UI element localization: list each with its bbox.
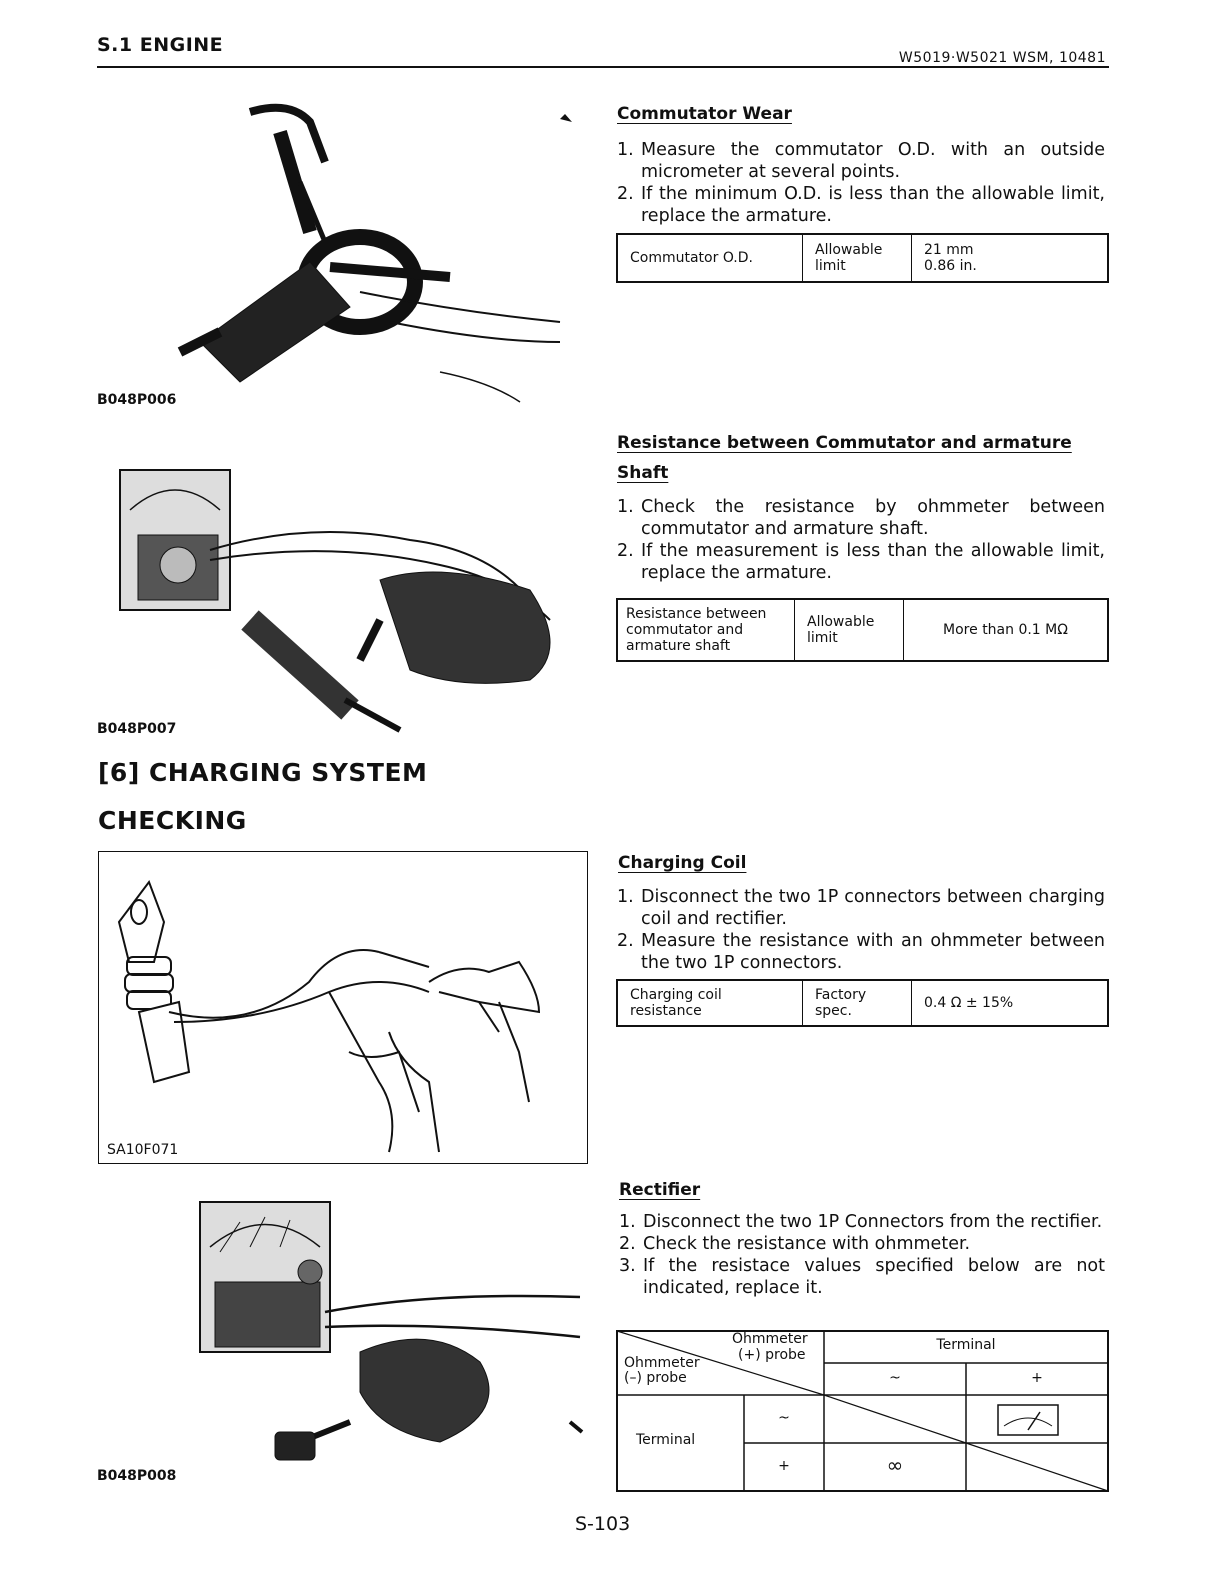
column-minus: ~ bbox=[889, 1370, 901, 1386]
chapter-title: [6] CHARGING SYSTEM bbox=[98, 758, 428, 787]
row-plus: + bbox=[778, 1458, 790, 1474]
spec-item: Commutator O.D. bbox=[617, 234, 803, 282]
resistance-steps bbox=[617, 496, 1105, 584]
infinity-value: ∞ bbox=[886, 1453, 904, 1477]
figure-caption: SA10F071 bbox=[107, 1142, 179, 1158]
spec-item: Resistance between commutator and armature shaft bbox=[617, 599, 795, 661]
column-header-terminal: Terminal bbox=[936, 1337, 996, 1353]
micrometer-photo bbox=[160, 92, 580, 412]
column-plus: + bbox=[1031, 1370, 1043, 1386]
spec-value: 0.4 Ω ± 15% bbox=[912, 980, 1109, 1026]
ohmmeter-rectifier-photo bbox=[180, 1192, 590, 1492]
spec-type: Allowable limit bbox=[795, 599, 904, 661]
page-number: S-103 bbox=[575, 1513, 631, 1535]
ohmmeter-icon bbox=[998, 1405, 1058, 1435]
list-item: 2. Check the resistance with ohmmeter. bbox=[619, 1234, 971, 1254]
corner-left-label: Ohmmeter bbox=[624, 1355, 700, 1371]
charging-coil-spec-table bbox=[616, 979, 1109, 1027]
list-item: 2. If the minimum O.D. is less than the allowable limit, replace the armature. bbox=[617, 184, 1105, 226]
ohmmeter-armature-photo bbox=[110, 440, 590, 740]
charging-coil-illustration bbox=[99, 852, 587, 1163]
resistance-spec-table bbox=[616, 598, 1109, 662]
commutator-spec-table bbox=[616, 233, 1109, 283]
charging-coil-steps bbox=[617, 886, 1105, 974]
list-item: 3. If the resistace values specified below are not indicated, replace it. bbox=[619, 1256, 1105, 1298]
commutator-wear-title: Commutator Wear bbox=[617, 104, 792, 124]
figure-caption: B048P006 bbox=[97, 392, 177, 408]
spec-type: Factory spec. bbox=[803, 980, 912, 1026]
corner-left-probe: (–) probe bbox=[624, 1370, 687, 1386]
resistance-title-line2: Shaft bbox=[617, 463, 669, 483]
charging-coil-figure bbox=[98, 851, 588, 1164]
rectifier-steps bbox=[619, 1211, 1105, 1299]
list-item: 1. Disconnect the two 1P connectors between charging coil and rectifier. bbox=[617, 887, 1105, 929]
row-header-terminal: Terminal bbox=[636, 1432, 696, 1448]
spec-type: Allowable limit bbox=[803, 234, 912, 282]
list-item: 2. If the measurement is less than the allowable limit, replace the armature. bbox=[617, 541, 1105, 583]
spec-item: Charging coil resistance bbox=[617, 980, 803, 1026]
figure-caption: B048P007 bbox=[97, 721, 177, 737]
list-item: 1. Disconnect the two 1P Connectors from the rectifier. bbox=[619, 1212, 1103, 1232]
list-item: 1. Measure the commutator O.D. with an outside micrometer at several points. bbox=[617, 140, 1105, 182]
corner-top-probe: (+) probe bbox=[738, 1347, 806, 1363]
document-id: W5019·W5021 WSM, 10481 bbox=[898, 50, 1106, 66]
charging-coil-title: Charging Coil bbox=[618, 853, 747, 873]
spec-value: More than 0.1 MΩ bbox=[904, 599, 1109, 661]
list-item: 2. Measure the resistance with an ohmmeter between the two 1P connectors. bbox=[617, 931, 1105, 973]
rectifier-resistance-table bbox=[616, 1330, 1109, 1492]
resistance-title: Resistance between Commutator and armature bbox=[617, 433, 1072, 453]
row-minus: ~ bbox=[778, 1410, 790, 1426]
commutator-wear-steps bbox=[617, 139, 1105, 227]
list-item: 1. Check the resistance by ohmmeter between commutator and armature shaft. bbox=[617, 497, 1105, 539]
section-header: S.1 ENGINE bbox=[97, 34, 224, 56]
header-rule bbox=[97, 66, 1109, 68]
rectifier-title: Rectifier bbox=[619, 1180, 701, 1200]
chapter-title-line2: CHECKING bbox=[98, 806, 247, 835]
figure-caption: B048P008 bbox=[97, 1468, 177, 1484]
spec-value: 21 mm 0.86 in. bbox=[912, 234, 1109, 282]
corner-top-label: Ohmmeter bbox=[732, 1331, 808, 1347]
